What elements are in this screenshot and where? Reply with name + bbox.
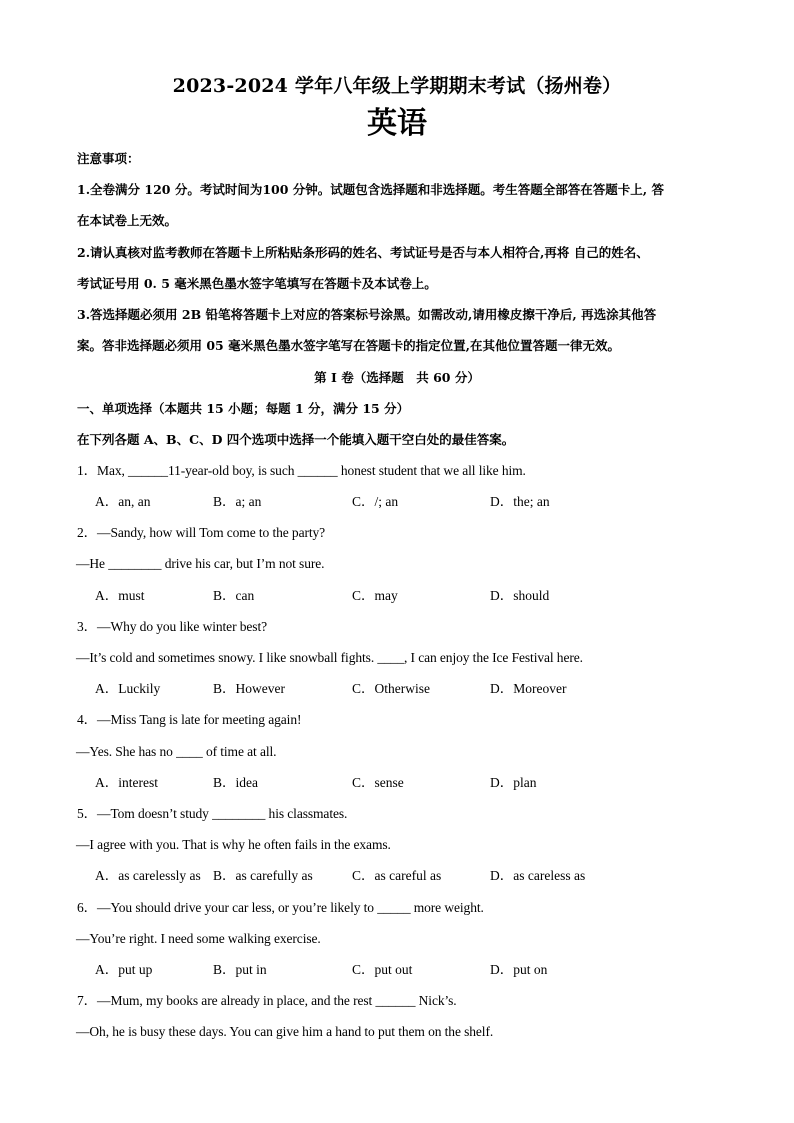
question-reply: —Yes. She has no ____ of time at all.: [76, 744, 277, 759]
option-d: D．the; an: [490, 494, 550, 509]
option-row: [0, 867, 794, 885]
question-stem: 4．—Miss Tang is late for meeting again!: [77, 712, 302, 727]
question-reply: —He ________ drive his car, but I’m not sure.: [76, 556, 325, 571]
option-c: C．as careful as: [352, 868, 442, 883]
option-c: C．/; an: [352, 494, 399, 509]
question-stem: 1．Max, ______11-year-old boy, is such ______ honest student that we all like him.: [77, 463, 526, 478]
question-stem: 6．—You should drive your car less, or you’re likely to _____ more weight.: [77, 900, 484, 915]
option-row: [0, 774, 794, 792]
option-d: D．should: [490, 588, 550, 603]
notice-heading: 注意事项：: [77, 151, 140, 166]
option-d: D．as careless as: [490, 868, 586, 883]
option-row: [0, 493, 794, 511]
option-b: B．idea: [213, 775, 258, 790]
option-b: B．a; an: [213, 494, 262, 509]
option-row: [0, 961, 794, 979]
option-c: C．Otherwise: [352, 681, 430, 696]
notice-line: 在本试卷上无效。: [77, 213, 178, 228]
subject-title: 英语: [367, 106, 427, 141]
question-stem: 7．—Mum, my books are already in place, and the rest ______ Nick’s.: [77, 993, 457, 1008]
option-c: C．sense: [352, 775, 404, 790]
option-b: B．can: [213, 588, 255, 603]
option-b: B．as carefully as: [213, 868, 313, 883]
section-instruction: 在下列各题 A、B、C、D 四个选项中选择一个能填入题干空白处的最佳答案。: [77, 432, 515, 447]
notice-line: 3.答选择题必须用 2B 铅笔将答题卡上对应的答案标号涂黑。如需改动,请用橡皮擦干净后, 再选涂其他答: [77, 307, 657, 322]
question-stem: 2．—Sandy, how will Tom come to the party?: [77, 525, 326, 540]
option-a: A．as carelessly as: [95, 868, 201, 883]
option-a: A．must: [95, 588, 145, 603]
question-stem: 3．—Why do you like winter best?: [77, 619, 267, 634]
option-row: [0, 587, 794, 605]
notice-line: 案。答非选择题必须用 05 毫米黑色墨水签字笔写在答题卡的指定位置,在其他位置答题一律无效。: [77, 338, 620, 353]
part-title: 第 I 卷（选择题 共 60 分）: [314, 370, 480, 385]
option-a: A．put up: [95, 962, 153, 977]
exam-title: 2023-2024 学年八年级上学期期末考试（扬州卷）: [172, 75, 622, 97]
notice-line: 考试证号用 0. 5 毫米黑色墨水签字笔填写在答题卡及本试卷上。: [77, 276, 437, 291]
option-c: C．may: [352, 588, 398, 603]
option-d: D．plan: [490, 775, 537, 790]
option-a: A．Luckily: [95, 681, 161, 696]
option-a: A．an, an: [95, 494, 151, 509]
option-row: [0, 680, 794, 698]
section-heading: 一、单项选择（本题共 15 小题；每题 1 分，满分 15 分）: [77, 401, 410, 416]
option-c: C．put out: [352, 962, 413, 977]
option-b: B．However: [213, 681, 285, 696]
question-reply: —You’re right. I need some walking exercise.: [76, 931, 321, 946]
question-reply: —It’s cold and sometimes snowy. I like snowball fights. ____, I can enjoy the Ice Festival here.: [76, 650, 583, 665]
option-d: D．put on: [490, 962, 548, 977]
notice-line: 2.请认真核对监考教师在答题卡上所粘贴条形码的姓名、考试证号是否与本人相符合,再将 自己的姓名、: [77, 245, 649, 260]
option-d: D．Moreover: [490, 681, 567, 696]
option-a: A．interest: [95, 775, 158, 790]
question-stem: 5．—Tom doesn’t study ________ his classmates.: [77, 806, 348, 821]
question-reply: —Oh, he is busy these days. You can give him a hand to put them on the shelf.: [76, 1024, 494, 1039]
notice-line: 1.全卷满分 120 分。考试时间为100 分钟。试题包含选择题和非选择题。考生答题全部答在答题卡上, 答: [77, 182, 664, 197]
option-b: B．put in: [213, 962, 267, 977]
question-reply: —I agree with you. That is why he often fails in the exams.: [76, 837, 391, 852]
